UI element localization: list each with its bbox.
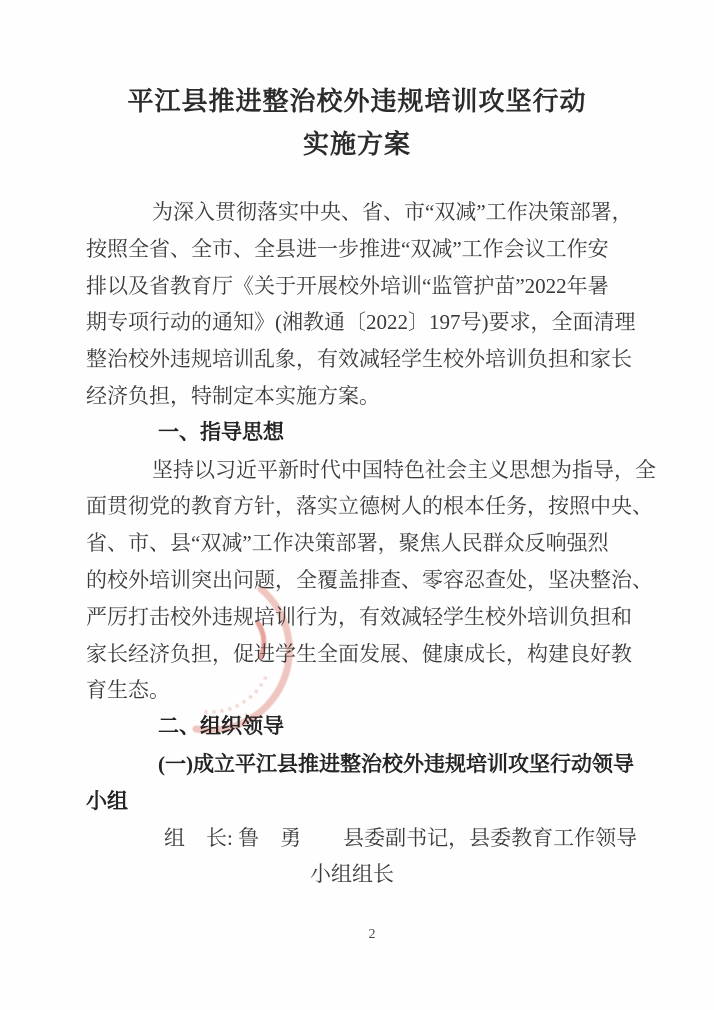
doc-line: 整治校外违规培训乱象，有效减轻学生校外培训负担和家长 (86, 347, 632, 372)
doc-line: 为深入贯彻落实中央、省、市“双减”工作决策部署， (152, 200, 633, 224)
section-heading-1: 一、指导思想 (158, 420, 284, 444)
title-line-2: 实施方案 (302, 130, 411, 159)
doc-line: 按照全省、全市、全县进一步推进“双减”工作会议工作安 (86, 236, 609, 261)
doc-line: 期专项行动的通知》(湘教通〔2022〕197号)要求，全面清理 (86, 310, 636, 335)
doc-line: 面贯彻党的教育方针，落实立德树人的根本任务，按照中央、 (86, 494, 653, 519)
document-title (0, 80, 714, 166)
doc-line: 的校外培训突出问题，全覆盖排查、零容忍查处，坚决整治、 (86, 567, 653, 592)
title-line-1: 平江县推进整治校外违规培训攻坚行动 (127, 87, 587, 116)
doc-line: 育生态。 (86, 678, 170, 703)
doc-line: 坚持以习近平新时代中国特色社会主义思想为指导，全 (152, 457, 656, 482)
section-heading-2: 二、组织领导 (158, 715, 284, 739)
doc-line: 严厉打击校外违规培训行为，有效减轻学生校外培训负担和 (86, 604, 632, 629)
page-number: 2 (368, 927, 376, 942)
doc-line: 家长经济负担，促进学生全面发展、健康成长，构建良好教 (86, 641, 632, 666)
document-body (86, 194, 656, 893)
leader-role-line-cont: 小组组长 (310, 862, 394, 887)
subsection-heading-cont: 小组 (86, 788, 128, 813)
doc-line: 省、市、县“双减”工作决策部署，聚焦人民群众反响强烈 (86, 531, 609, 556)
leader-role-line: 组 长: 鲁 勇 县委副书记，县委教育工作领导 (164, 825, 638, 850)
doc-line: 排以及省教育厅《关于开展校外培训“监管护苗”2022年暑 (86, 273, 609, 298)
doc-line: 经济负担，特制定本实施方案。 (86, 383, 380, 408)
subsection-heading: (一)成立平江县推进整治校外违规培训攻坚行动领导 (158, 751, 634, 776)
